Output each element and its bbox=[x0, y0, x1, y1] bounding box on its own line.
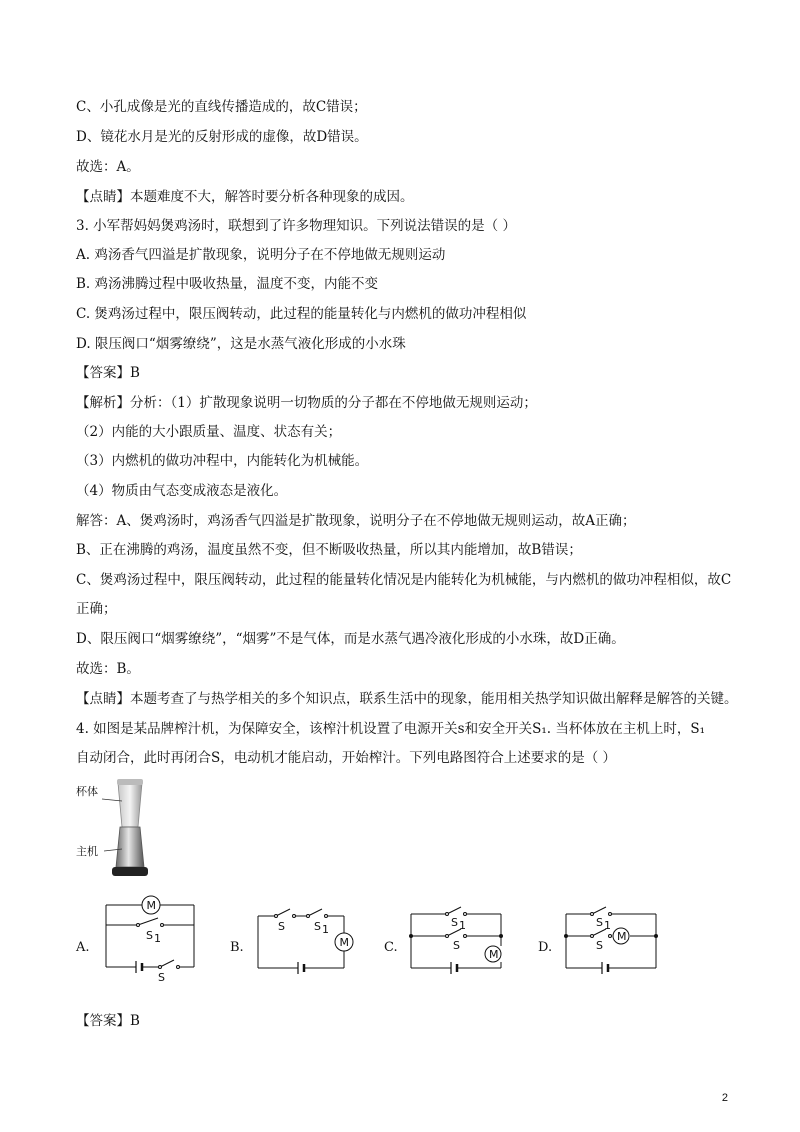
circuit-b bbox=[252, 896, 362, 978]
text-line: 故选：B。 bbox=[76, 661, 140, 677]
juicer-base bbox=[116, 827, 144, 867]
question-4-cont: 自动闭合，此时再闭合S，电动机才能启动，开始榨汁。下列电路图符合上述要求的是（ ） bbox=[76, 750, 617, 766]
solution-line: B、正在沸腾的鸡汤，温度虽然不变，但不断吸收热量，所以其内能增加，故B错误； bbox=[76, 542, 582, 558]
solution-line: 解答：A、煲鸡汤时，鸡汤香气四溢是扩散现象，说明分子在不停地做无规则运动，故A正确； bbox=[76, 513, 636, 529]
text-line: C、小孔成像是光的直线传播造成的，故C错误； bbox=[76, 99, 367, 115]
svg-text:S: S bbox=[451, 916, 458, 929]
switch-s1-label: S bbox=[146, 929, 153, 942]
svg-text:1: 1 bbox=[459, 919, 466, 932]
text-line: 故选：A。 bbox=[76, 159, 140, 175]
analysis-line: （4）物质由气态变成液态是液化。 bbox=[76, 483, 288, 499]
solution-line: C、煲鸡汤过程中，限压阀转动，此过程的能量转化情况是内能转化为机械能，与内燃机的做功冲程相似，故C bbox=[76, 572, 732, 588]
answer-label: 【答案】B bbox=[76, 365, 140, 381]
cup-label: 杯体 bbox=[76, 785, 98, 798]
svg-text:S: S bbox=[453, 939, 460, 952]
circuit-a bbox=[100, 893, 200, 983]
svg-text:M: M bbox=[489, 948, 499, 961]
analysis-line: （2）内能的大小跟质量、温度、状态有关； bbox=[76, 424, 342, 440]
svg-text:M: M bbox=[617, 930, 627, 943]
switch-s-label: S bbox=[158, 971, 165, 983]
svg-text:1: 1 bbox=[322, 923, 329, 936]
analysis-line: 【解析】分析：（1）扩散现象说明一切物质的分子都在不停地做无规则运动； bbox=[76, 395, 537, 411]
solution-line: D、限压阀口“烟雾缭绕”，“烟雾”不是气体，而是水蒸气遇冷液化形成的小水珠，故D正确。 bbox=[76, 631, 625, 647]
text-line: D、镜花水月是光的反射形成的虚像，故D错误。 bbox=[76, 129, 368, 145]
text-line: 【点睛】本题难度不大，解答时要分析各种现象的成因。 bbox=[76, 189, 414, 205]
juicer-figure bbox=[76, 775, 166, 880]
circuit-c-label: C. bbox=[384, 940, 398, 955]
option-b: B. 鸡汤沸腾过程中吸收热量，温度不变，内能不变 bbox=[76, 276, 379, 292]
circuit-a-label: A. bbox=[76, 940, 90, 955]
svg-text:M: M bbox=[339, 936, 349, 949]
page-number: 2 bbox=[721, 1092, 728, 1104]
base-label: 主机 bbox=[76, 845, 98, 858]
option-c: C. 煲鸡汤过程中，限压阀转动，此过程的能量转化与内燃机的做功冲程相似 bbox=[76, 306, 527, 322]
circuit-c bbox=[405, 896, 515, 978]
question-4: 4. 如图是某品牌榨汁机，为保障安全，该榨汁机设置了电源开关s和安全开关S₁. 当杯体放在主机上时，S₁ bbox=[76, 721, 706, 737]
circuit-b-label: B. bbox=[230, 940, 244, 955]
svg-text:1: 1 bbox=[154, 932, 161, 945]
juicer-lid bbox=[117, 779, 143, 785]
answer-label: 【答案】B bbox=[76, 1013, 140, 1029]
svg-text:S: S bbox=[314, 920, 321, 933]
question-3: 3. 小军帮妈妈煲鸡汤时，联想到了许多物理知识。下列说法错误的是（ ） bbox=[76, 218, 516, 234]
motor-label: M bbox=[146, 899, 156, 912]
juicer-cup bbox=[118, 783, 142, 827]
option-a: A. 鸡汤香气四溢是扩散现象，说明分子在不停地做无规则运动 bbox=[76, 247, 446, 263]
circuit-d-label: D. bbox=[538, 940, 553, 955]
analysis-line: （3）内燃机的做功冲程中，内能转化为机械能。 bbox=[76, 453, 369, 469]
svg-text:S: S bbox=[278, 920, 285, 933]
solution-line: 正确； bbox=[76, 601, 117, 617]
svg-text:S: S bbox=[596, 916, 603, 929]
svg-text:1: 1 bbox=[604, 919, 611, 932]
comment-line: 【点睛】本题考查了与热学相关的多个知识点，联系生活中的现象，能用相关热学知识做出解释是解答的关键。 bbox=[76, 691, 738, 707]
circuit-d bbox=[560, 896, 670, 978]
option-d: D. 限压阀口“烟雾缭绕”，这是水蒸气液化形成的小水珠 bbox=[76, 336, 406, 352]
svg-text:S: S bbox=[596, 939, 603, 952]
